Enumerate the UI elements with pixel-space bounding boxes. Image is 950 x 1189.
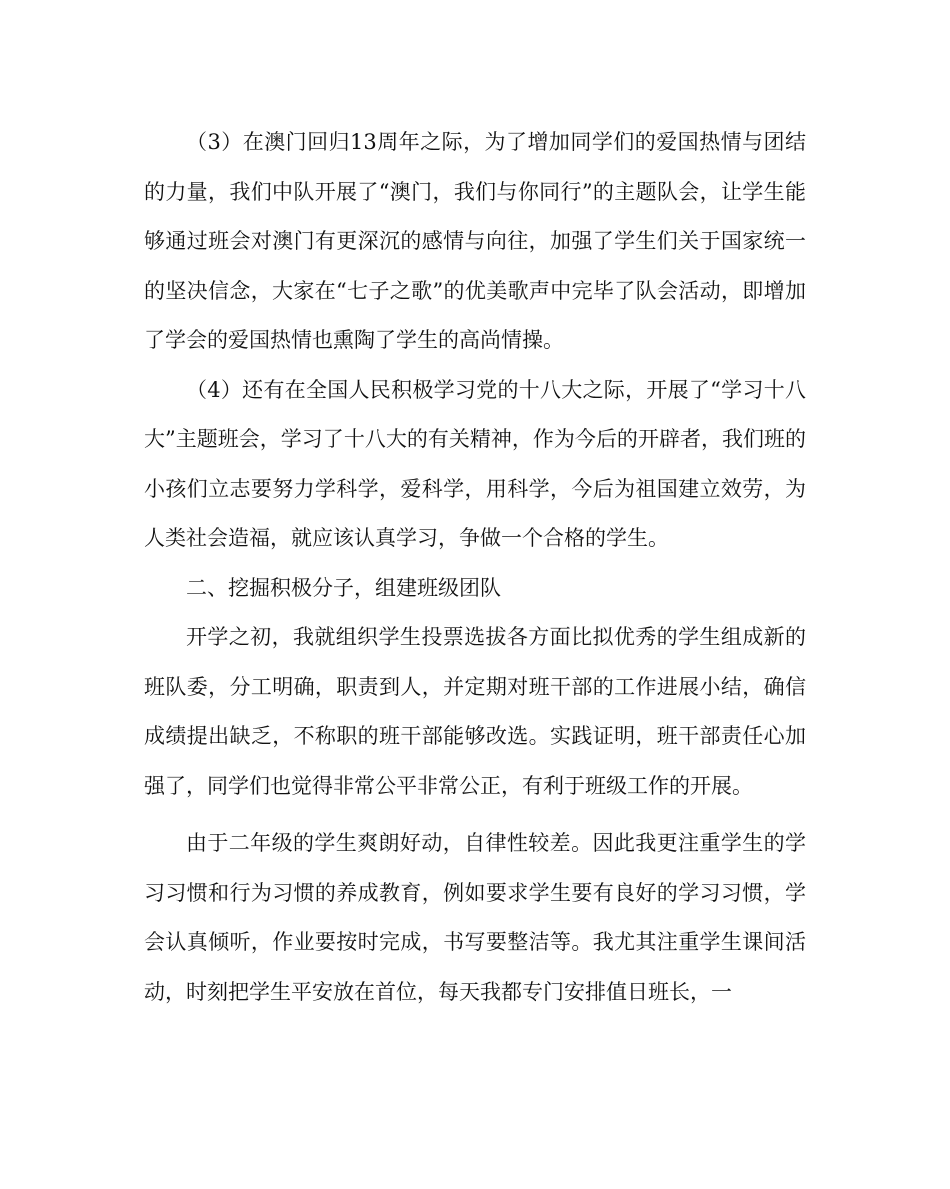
paragraph-activity-4: （4）还有在全国人民积极学习党的十八大之际，开展了“学习十八大”主题班会，学习了十八大的有关精神，作为今后的开辟者，我们班的小孩们立志要努力学科学，爱科学，用科学，今后为祖国建立效劳，为人类社会造福，就应该认真学习，争做一个合格的学生。 bbox=[144, 377, 806, 550]
section-heading-2: 二、挖掘积极分子，组建班级团队 bbox=[186, 575, 501, 600]
paragraph-habits: 由于二年级的学生爽朗好动，自律性较差。因此我更注重学生的学习习惯和行为习惯的养成教育，例如要求学生要有良好的学习习惯，学会认真倾听，作业要按时完成，书写要整洁等。我尤其注重学生课间活动，时刻把学生平安放在首位，每天我都专门安排值日班长，一 bbox=[144, 831, 806, 1004]
paragraph-class-committee: 开学之初，我就组织学生投票选拔各方面比拟优秀的学生组成新的班队委，分工明确，职责到人，并定期对班干部的工作进展小结，确信成绩提出缺乏，不称职的班干部能够改选。实践证明，班干部责任心加强了，同学们也觉得非常公平非常公正，有利于班级工作的开展。 bbox=[144, 625, 806, 798]
paragraph-activity-3: （3）在澳门回归13周年之际，为了增加同学们的爱国热情与团结的力量，我们中队开展了“澳门，我们与你同行”的主题队会，让学生能够通过班会对澳门有更深沉的感情与向往，加强了学生们关于国家统一的坚决信念，大家在“七子之歌”的优美歌声中完毕了队会活动，即增加了学会的爱国热情也熏陶了学生的高尚情操。 bbox=[144, 130, 806, 352]
document-page bbox=[144, 118, 806, 1017]
